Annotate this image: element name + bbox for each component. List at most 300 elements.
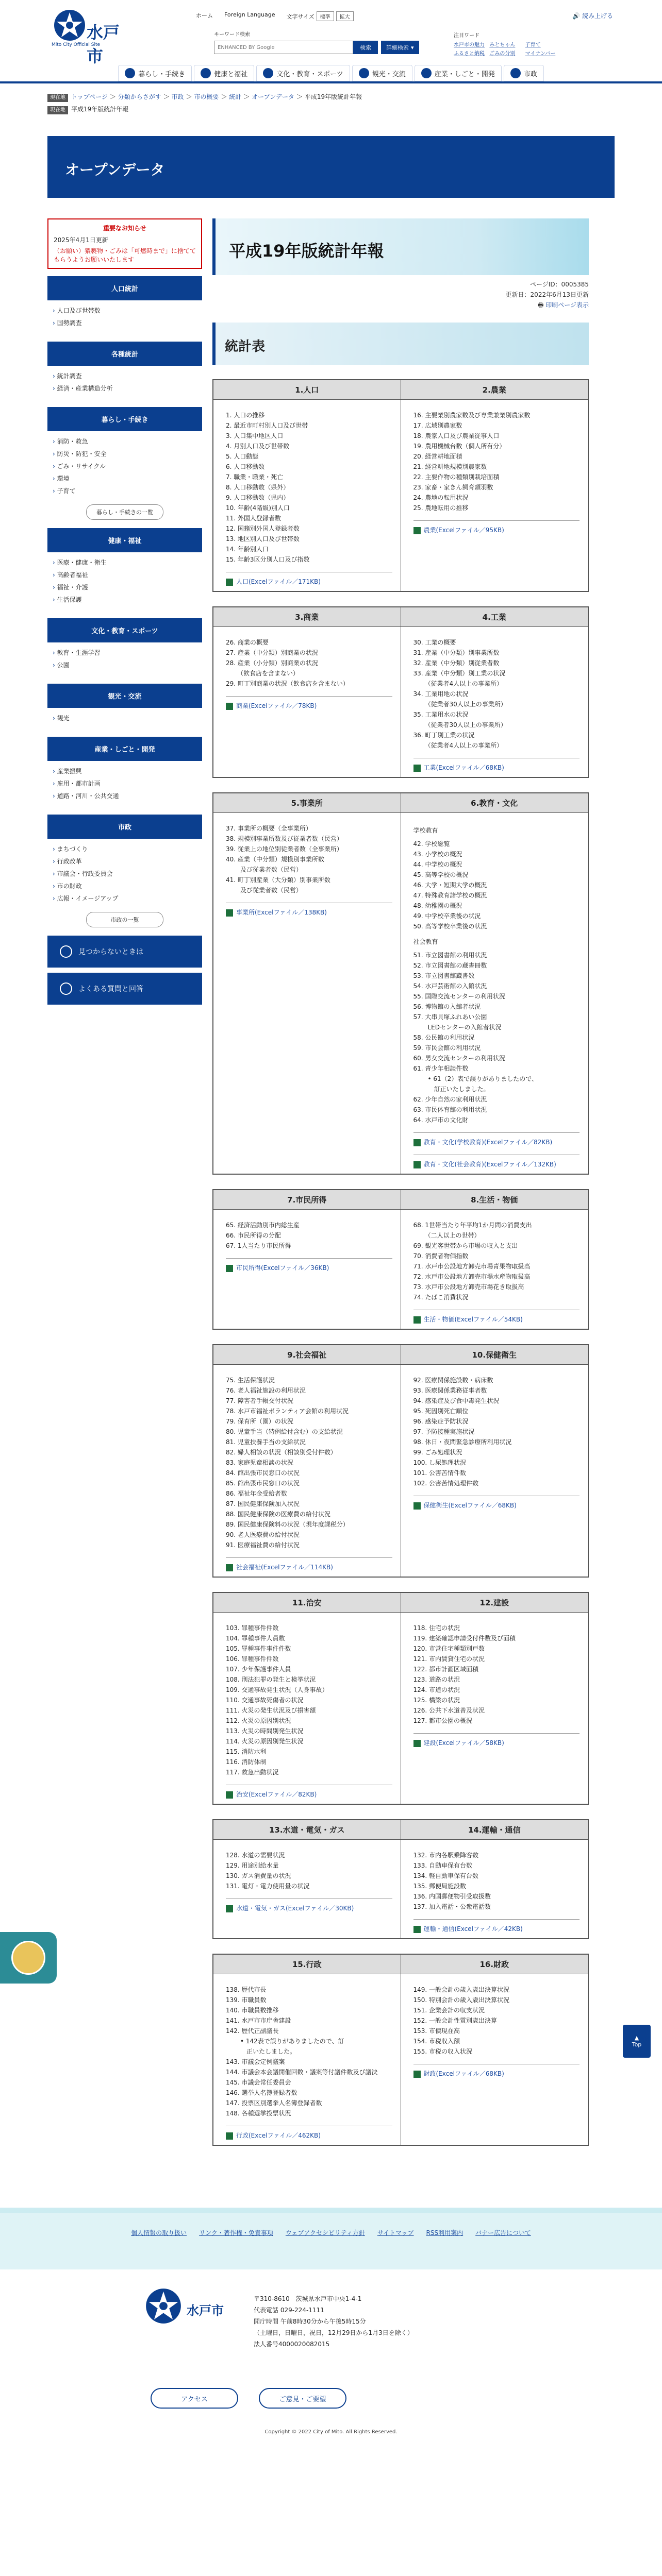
- sidebar-link[interactable]: › 国勢調査: [53, 317, 197, 329]
- excel-file-icon: [226, 579, 233, 586]
- stat-item: 訂正いたしました。: [421, 1086, 490, 1093]
- excel-download: [413, 2064, 580, 2079]
- stat-item: 81. 児童扶養手当の支給状況: [226, 1438, 306, 1446]
- excel-download-link[interactable]: 市民所得(Excelファイル／36KB): [236, 1264, 329, 1272]
- stat-item: 15. 年齢3区分別人口及び指数: [226, 556, 310, 563]
- stat-item: 97. 予防接種実施状況: [413, 1428, 475, 1435]
- gnav-label: 市政: [523, 70, 537, 78]
- stat-item: 99. ごみ処理状況: [413, 1449, 462, 1456]
- table-header: 10.保健衛生: [401, 1345, 588, 1365]
- stat-item: 62. 少年自然の家利用状況: [413, 1096, 487, 1103]
- stat-item: 64. 水戸市の文化財: [413, 1116, 469, 1124]
- excel-download-link[interactable]: 治安(Excelファイル／82KB): [236, 1791, 317, 1798]
- excel-download-link[interactable]: 建設(Excelファイル／58KB): [423, 1739, 504, 1747]
- table-header: 6.教育・文化: [401, 793, 588, 813]
- stat-item: 82. 婦人相談の状況（相談別受付件数）: [226, 1449, 337, 1456]
- excel-download: [226, 903, 392, 918]
- breadcrumb-link[interactable]: トップページ: [71, 93, 108, 100]
- font-standard-button[interactable]: 標準: [317, 11, 334, 21]
- table-cell: [401, 1365, 588, 1578]
- gnav-item-culture[interactable]: [256, 65, 350, 81]
- excel-download-link[interactable]: 工業(Excelファイル／68KB): [423, 764, 504, 771]
- chevron-down-icon: ▾: [411, 44, 414, 51]
- stat-item: 69. 観光客世帯から市場の収入と支出: [413, 1242, 518, 1249]
- sidebar-list: [47, 431, 202, 501]
- stat-item: 16. 主要業別農家数及び専業兼業別農家数: [413, 412, 531, 419]
- page-id: ページID：0005385: [530, 281, 589, 288]
- sidebar-link[interactable]: › 高齢者福祉: [53, 569, 197, 581]
- table-header-row: [213, 1820, 588, 1840]
- excel-download-link[interactable]: 人口(Excelファイル／171KB): [236, 578, 321, 585]
- stat-item: 59. 市民会館の利用状況: [413, 1044, 481, 1052]
- excel-file-icon: [226, 703, 233, 710]
- stat-item: 153. 市債現在高: [413, 2027, 460, 2035]
- camera-icon: [359, 68, 369, 78]
- table-cell: [213, 1840, 401, 1939]
- stat-item: 150. 特別会計の歳入歳出決算状況: [413, 1996, 510, 2004]
- stat-item: 120. 市営住宅種類別戸数: [413, 1645, 485, 1652]
- stat-item: 17. 広域別農家数: [413, 422, 462, 429]
- excel-download-link[interactable]: 生活・物価(Excelファイル／54KB): [423, 1316, 523, 1323]
- stat-item: 119. 建築確認申請受付件数及び面積: [413, 1635, 516, 1642]
- stat-item: 4. 月別人口及び世帯数: [226, 443, 290, 450]
- page-meta: [212, 279, 589, 310]
- stat-item: 57. 大串貝塚ふれあい公園: [413, 1013, 487, 1021]
- excel-download-link[interactable]: 社会福祉(Excelファイル／114KB): [236, 1564, 333, 1571]
- stat-item: 104. 罪種事件人員数: [226, 1635, 285, 1642]
- building-icon: [421, 68, 432, 78]
- footer-site-name: 水戸市: [187, 2303, 224, 2318]
- featured-word-link[interactable]: ごみの分別: [489, 51, 516, 57]
- stat-item: （飲食店を含まない）: [234, 670, 300, 677]
- stats-table: [212, 379, 589, 592]
- excel-download: [226, 1557, 392, 1572]
- book-icon: [263, 68, 273, 78]
- stat-item: 61. 青少年相談件数: [413, 1065, 469, 1072]
- stat-item: 140. 市職員数推移: [226, 2007, 279, 2014]
- stat-item: 93. 医療関係業務従事者数: [413, 1387, 487, 1394]
- sidebar-box: [47, 737, 202, 806]
- excel-file-icon: [413, 1161, 421, 1168]
- excel-file-icon: [413, 1740, 421, 1747]
- stat-item: 58. 公民館の利用状況: [413, 1034, 475, 1041]
- stat-item: 115. 消防水利: [226, 1748, 267, 1755]
- stat-item: 125. 橋梁の状況: [413, 1697, 460, 1704]
- sidebar-list: [47, 366, 202, 399]
- featured-words: [454, 31, 557, 57]
- table-cell: [213, 1365, 401, 1578]
- stat-item: 84. 館出張市民窓口の状況: [226, 1469, 300, 1477]
- sidebar-link[interactable]: › 市の財政: [53, 880, 197, 892]
- sidebar-link[interactable]: › 公園: [53, 659, 197, 671]
- address-line: （土曜日，日曜日，祝日，12月29日から1月3日を除く）: [254, 2329, 413, 2336]
- featured-word-link[interactable]: ふるさと納税: [454, 51, 485, 57]
- excel-file-icon: [413, 1316, 421, 1324]
- breadcrumb-link[interactable]: 分類からさがす: [118, 93, 161, 100]
- featured-word-link[interactable]: マイナンバー: [525, 51, 556, 57]
- stat-item: 88. 国民健康保険の医療費の給付状況: [226, 1511, 330, 1518]
- sidebar-box: [47, 342, 202, 399]
- stat-item: 143. 市議会定例議案: [226, 2058, 285, 2065]
- footer-link[interactable]: ウェブアクセシビリティ方針: [285, 2229, 365, 2236]
- stat-item: 123. 道路の状況: [413, 1676, 460, 1683]
- sidebar-box-title: 健康・福祉: [47, 528, 202, 552]
- stat-item: 110. 交通事故死傷者の状況: [226, 1697, 304, 1704]
- stat-item: 111. 火災の発生状況及び損害額: [226, 1707, 316, 1714]
- gnav-item-industry[interactable]: [415, 65, 502, 81]
- excel-download-link[interactable]: 教育・文化(学校教育)(Excelファイル／82KB): [423, 1139, 553, 1146]
- stat-item: 132. 市内各駅乗降客数: [413, 1852, 479, 1859]
- breadcrumb-link[interactable]: 市の概要: [194, 93, 219, 100]
- table-header-row: [213, 1345, 588, 1365]
- sidebar-link[interactable]: › 教育・生涯学習: [53, 647, 197, 659]
- sidebar-link[interactable]: › 統計調査: [53, 370, 197, 382]
- stat-item: 107. 少年保護事件人員: [226, 1666, 291, 1673]
- table-cell: [213, 813, 401, 1175]
- faq-button[interactable]: [47, 973, 202, 1005]
- featured-word-link[interactable]: 子育て: [525, 42, 541, 48]
- excel-download-link[interactable]: 行政(Excelファイル／462KB): [236, 2132, 321, 2139]
- stat-item: 33. 産業（中分類）別工業の状況: [413, 670, 506, 677]
- sidebar-link[interactable]: › まちづくり: [53, 843, 197, 855]
- excel-download: [413, 1310, 580, 1325]
- breadcrumb-current: 平成19年版統計年報: [71, 106, 129, 113]
- footer-link[interactable]: リンク・著作権・免責事項: [199, 2229, 273, 2236]
- table-cell: [401, 400, 588, 592]
- stat-item: 77. 障害者手帳交付状況: [226, 1397, 293, 1404]
- stat-item: 45. 高等学校の概況: [413, 871, 469, 878]
- print-link[interactable]: [212, 300, 589, 310]
- table-row: [213, 1613, 588, 1805]
- stat-item: 134. 軽自動車保有台数: [413, 1872, 479, 1879]
- sidebar-link[interactable]: › 産業振興: [53, 765, 197, 777]
- stat-item: 154. 市税収入額: [413, 2038, 460, 2045]
- stat-item: 101. 公害苦情件数: [413, 1469, 467, 1477]
- sidebar-link[interactable]: › ごみ・リサイクル: [53, 460, 197, 472]
- excel-download-link[interactable]: 農業(Excelファイル／95KB): [423, 527, 504, 534]
- font-large-button[interactable]: 拡大: [336, 11, 354, 21]
- table-header-row: [213, 1190, 588, 1210]
- sidebar-box: [47, 815, 202, 927]
- sidebar-link[interactable]: › 市議会・行政委員会: [53, 868, 197, 880]
- stat-item: 12. 国籍別外国人登録者数: [226, 525, 300, 532]
- search-icon: [60, 945, 72, 958]
- stat-item: 80. 児童手当（特例給付含む）の支給状況: [226, 1428, 343, 1435]
- sidebar-link[interactable]: › 医療・健康・衛生: [53, 556, 197, 569]
- footer-address: [254, 2293, 413, 2350]
- footer-link[interactable]: サイトマップ: [377, 2229, 414, 2236]
- stat-item: 144. 市議会本会議開催回数・議案等付議件数及び議決: [226, 2069, 378, 2076]
- featured-word-link[interactable]: みとちゃん: [489, 42, 516, 48]
- sidebar-box-title: 産業・しごと・開発: [47, 737, 202, 761]
- stat-item: 10. 年齢(4階級)別人口: [226, 504, 290, 512]
- stat-item: 23. 家畜・家きん飼育頭羽数: [413, 484, 493, 491]
- sidebar-list: [47, 839, 202, 909]
- section-heading: 統計表: [212, 323, 589, 365]
- stat-item: 85. 館出張市民窓口の状況: [226, 1480, 300, 1487]
- table-header: 8.生活・物価: [401, 1190, 588, 1210]
- excel-download-link[interactable]: 保健衛生(Excelファイル／68KB): [423, 1502, 517, 1509]
- stat-item: 65. 経済活動別市内総生産: [226, 1222, 300, 1229]
- sidebar-link[interactable]: › 雇用・都市計画: [53, 777, 197, 790]
- stat-item: 83. 家庭児童相談の状況: [226, 1459, 293, 1466]
- table-cell: [401, 1974, 588, 2146]
- table-cell: [401, 1210, 588, 1330]
- home-link[interactable]: ホーム: [196, 12, 213, 19]
- stat-item: 32. 産業（中分類）別従業者数: [413, 659, 500, 667]
- gnav-item-citygov[interactable]: [504, 65, 544, 81]
- sidebar-list: [47, 642, 202, 675]
- stat-item: 及び従業者数（民営）: [234, 887, 303, 894]
- stat-item: （従業者30人以上の事業所）: [421, 701, 507, 708]
- excel-download: [413, 1496, 580, 1511]
- sidebar-link[interactable]: › 観光: [53, 712, 197, 724]
- gnav-item-living[interactable]: [118, 65, 192, 81]
- stat-item: 127. 都市公園の概況: [413, 1717, 473, 1724]
- stat-item: 138. 歴代市長: [226, 1986, 267, 1993]
- stat-item: 149. 一般会計の歳入歳出決算状況: [413, 1986, 510, 1993]
- sidebar-boxes: [47, 276, 202, 927]
- excel-download: [226, 1785, 392, 1800]
- stat-item: 及び従業者数（民営）: [234, 866, 303, 873]
- breadcrumb-link[interactable]: オープンデータ: [252, 93, 295, 100]
- stat-item: 130. ガス消費量の状況: [226, 1872, 291, 1879]
- font-size-control: [287, 11, 354, 21]
- stat-item: 86. 福祉年金受給者数: [226, 1490, 287, 1497]
- sidebar-more-button[interactable]: 暮らし・手続きの一覧: [86, 504, 163, 520]
- sidebar-list: [47, 708, 202, 728]
- updated-date: 更新日：2022年6月13日更新: [505, 291, 589, 298]
- city-emblem-icon: [145, 2288, 181, 2324]
- city-emblem-icon: [54, 9, 86, 41]
- main-layout: [47, 198, 615, 2146]
- stat-item: 121. 市内賃貸住宅の状況: [413, 1655, 485, 1663]
- heart-icon: [201, 68, 211, 78]
- excel-download-link[interactable]: 教育・文化(社会教育)(Excelファイル／132KB): [423, 1161, 556, 1168]
- stat-item: 68. 1世帯当たり年平均1か月間の消費支出: [413, 1222, 532, 1229]
- stat-item: • 61（2）表で誤りがありましたので、: [421, 1075, 538, 1082]
- footer-info: [47, 2269, 615, 2445]
- sidebar-link[interactable]: › 生活保護: [53, 594, 197, 606]
- arrow-up-icon: ▲: [634, 2035, 639, 2041]
- sidebar-box-title: 人口統計: [47, 276, 202, 300]
- featured-word-link[interactable]: 水戸市の魅力: [454, 42, 485, 48]
- utility-links: [196, 11, 354, 21]
- stat-item: 103. 罪種事件件数: [226, 1624, 279, 1632]
- stat-item: 155. 市税の収入状況: [413, 2048, 473, 2055]
- stat-item: 21. 経営耕地規模別農家数: [413, 463, 487, 470]
- footer-link[interactable]: RSS利用案内: [426, 2229, 464, 2236]
- stat-item: 113. 火災の時間別発生状況: [226, 1727, 304, 1735]
- gnav-label: 産業・しごと・開発: [434, 70, 495, 78]
- excel-download: [413, 1155, 580, 1170]
- excel-file-icon: [413, 1139, 421, 1146]
- table-row: [213, 1974, 588, 2146]
- notice-link[interactable]: （お願い）猥褻物・ごみは「可燃時まで」に捨ててもらうようお願いいたします: [54, 247, 196, 263]
- excel-download: [413, 1919, 580, 1934]
- excel-download: [413, 1733, 580, 1748]
- notice-date: 2025年4月1日更新: [54, 236, 108, 244]
- address-line: 法人番号4000020082015: [254, 2341, 330, 2348]
- excel-download-link[interactable]: 財政(Excelファイル／68KB): [423, 2070, 504, 2077]
- excel-download-link[interactable]: 水道・電気・ガス(Excelファイル／30KB): [236, 1905, 354, 1912]
- stat-item: 141. 水戸市市庁舎建設: [226, 2017, 291, 2024]
- print-label: 印刷ページ表示: [545, 301, 589, 309]
- excel-download-link[interactable]: 事業所(Excelファイル／138KB): [236, 909, 327, 916]
- stat-item: 72. 水戸市公設地方卸売市場水産物取扱高: [413, 1273, 531, 1280]
- excel-download: [413, 758, 580, 773]
- sidebar-list: [47, 300, 202, 333]
- read-aloud-label: 読み上げる: [582, 12, 613, 20]
- stat-item: 118. 住宅の状況: [413, 1624, 460, 1632]
- table-header: 1.人口: [213, 380, 401, 400]
- stat-item: 28. 産業（小分類）別商業の状況: [226, 659, 318, 667]
- stat-item: 151. 企業会計の収支状況: [413, 2007, 485, 2014]
- stat-item: 66. 市民所得の分配: [226, 1232, 281, 1239]
- stat-item: 43. 小学校の概況: [413, 851, 462, 858]
- stat-item: 19. 農用機械台数（個人所有分）: [413, 443, 506, 450]
- table-cell: [213, 1974, 401, 2146]
- category-band: オープンデータ: [47, 136, 615, 198]
- sidebar-link[interactable]: › 福祉・介護: [53, 581, 197, 594]
- sidebar-link[interactable]: › 人口及び世帯数: [53, 304, 197, 317]
- font-size-label: 文字サイズ: [286, 13, 315, 20]
- table-header-row: [213, 1592, 588, 1613]
- stat-item: 116. 消防体制: [226, 1758, 267, 1766]
- stat-item: 41. 町丁別産業（大分類）別事業所数: [226, 876, 330, 884]
- stat-item: 1. 人口の推移: [226, 412, 265, 419]
- stat-item: 108. 刑法犯罪の発生と検挙状況: [226, 1676, 316, 1683]
- site-logo[interactable]: [52, 9, 129, 66]
- stat-item: 70. 消費者物価指数: [413, 1252, 469, 1260]
- stat-item: 53. 市立図書館蔵書数: [413, 972, 475, 979]
- stat-item: 73. 水戸市公設地方卸売市場花き取扱高: [413, 1283, 524, 1291]
- stat-item: 26. 商業の概要: [226, 639, 269, 646]
- detail-search-button[interactable]: [381, 41, 419, 54]
- copyright: Copyright © 2022 City of Mito. All Rights Reserved.: [264, 2429, 398, 2435]
- not-found-button[interactable]: [47, 936, 202, 968]
- stat-item: 100. し尿処理状況: [413, 1459, 467, 1466]
- breadcrumb-link[interactable]: 統計: [229, 93, 242, 100]
- stat-item: 92. 医療関係施設数・病床数: [413, 1377, 493, 1384]
- back-to-top-label: Top: [632, 2041, 642, 2048]
- access-button[interactable]: アクセス: [151, 2388, 238, 2409]
- sidebar-box-title: 文化・教育・スポーツ: [47, 618, 202, 642]
- table-row: [213, 1210, 588, 1330]
- sidebar-link[interactable]: › 消防・救急: [53, 435, 197, 448]
- sidebar-box-title: 各種統計: [47, 342, 202, 366]
- breadcrumb-current: 平成19年版統計年報: [304, 93, 362, 100]
- mascot-banner[interactable]: [0, 1932, 57, 1984]
- stat-item: 22. 主要作物の種類別栽培面積: [413, 473, 500, 481]
- table-row: [213, 1365, 588, 1578]
- address-line: 開庁時間 午前8時30分から午後5時15分: [254, 2318, 366, 2325]
- stat-item: • 142表で誤りがありましたので、訂: [234, 2038, 344, 2045]
- excel-file-icon: [413, 1926, 421, 1933]
- sidebar-link[interactable]: › 行政改革: [53, 855, 197, 868]
- table-header: 7.市民所得: [213, 1190, 401, 1210]
- excel-download: [226, 1899, 392, 1913]
- stats-table: [212, 606, 589, 778]
- stat-item: 37. 事業所の概要（全事業所）: [226, 825, 312, 832]
- stat-item: 31. 産業（中分類）別事業所数: [413, 649, 500, 656]
- sidebar-link[interactable]: › 経済・産業構造分析: [53, 382, 197, 395]
- table-cell: [213, 627, 401, 778]
- important-notice: [47, 218, 202, 269]
- stat-item: 124. 市道の状況: [413, 1686, 460, 1693]
- foreign-language-link[interactable]: Foreign Language: [224, 11, 275, 18]
- excel-download: [226, 572, 392, 587]
- breadcrumb-link[interactable]: 市政: [171, 93, 184, 100]
- sidebar-link[interactable]: › 防災・防犯・安全: [53, 448, 197, 460]
- home-icon: [125, 68, 135, 78]
- stat-item: （二人以上の世帯）: [421, 1232, 481, 1239]
- stat-item: 128. 水道の需要状況: [226, 1852, 285, 1859]
- stat-item: 145. 市議会常任委員会: [226, 2079, 291, 2086]
- stats-table: [212, 1954, 589, 2146]
- main-content: [212, 218, 589, 2146]
- stat-item: 129. 用途別給水量: [226, 1862, 279, 1869]
- stat-item: 38. 規模別事業所数及び従業者数（民営）: [226, 835, 343, 842]
- stat-item: 正いたしました。: [234, 2048, 296, 2055]
- excel-file-icon: [226, 909, 233, 917]
- detail-search-label: 詳細検索: [386, 44, 409, 51]
- stat-item: 49. 中学校卒業後の状況: [413, 912, 481, 920]
- table-cell: [213, 1210, 401, 1330]
- stat-item: 3. 人口集中地区人口: [226, 432, 284, 439]
- stat-item: 126. 公共下水道普及状況: [413, 1707, 485, 1714]
- stat-item: 40. 産業（中分類）規模別事業所数: [226, 856, 324, 863]
- feedback-button[interactable]: ご意見・ご要望: [259, 2388, 346, 2409]
- stat-item: 136. 内国郵便物引受取扱数: [413, 1893, 491, 1900]
- search-input[interactable]: [214, 41, 353, 54]
- excel-file-icon: [226, 1564, 233, 1571]
- breadcrumb: 現在地 トップページ ＞ 分類からさがす ＞ 市政 ＞ 市の概要 ＞ 統計 ＞ オープンデータ ＞ 平成19年版統計年報 現在地 平成19年版統計年報: [47, 83, 615, 115]
- sidebar-link[interactable]: › 広報・イメージアップ: [53, 892, 197, 905]
- stat-item: 51. 市立図書館の利用状況: [413, 952, 487, 959]
- notice-title: 重要なお知らせ: [103, 225, 146, 232]
- back-to-top-button[interactable]: [623, 2025, 651, 2058]
- table-header-row: [213, 380, 588, 400]
- read-aloud-button[interactable]: [572, 11, 613, 20]
- search-button[interactable]: 検索: [353, 41, 378, 54]
- excel-file-icon: [226, 1791, 233, 1799]
- gnav-label: 健康と福祉: [214, 70, 248, 78]
- excel-download-link[interactable]: 運輸・通信(Excelファイル／42KB): [423, 1925, 523, 1933]
- table-header: 13.水道・電気・ガス: [213, 1820, 401, 1840]
- page-title: 平成19年版統計年報: [212, 218, 589, 275]
- stat-item: 90. 老人医療費の給付状況: [226, 1531, 300, 1538]
- gnav-item-tourism[interactable]: [352, 65, 412, 81]
- footer-link[interactable]: 個人情報の取り扱い: [131, 2229, 187, 2236]
- excel-file-icon: [413, 527, 421, 534]
- sidebar-link[interactable]: › 環境: [53, 472, 197, 485]
- stat-item: 146. 選挙人名簿登録者数: [226, 2089, 297, 2096]
- excel-file-icon: [413, 1502, 421, 1510]
- excel-download-link[interactable]: 商業(Excelファイル／78KB): [236, 702, 317, 709]
- table-header-row: [213, 793, 588, 813]
- stat-item: 63. 市民体育館の利用状況: [413, 1106, 487, 1113]
- footer-link[interactable]: バナー広告について: [475, 2229, 531, 2236]
- gnav-item-health[interactable]: [194, 65, 254, 81]
- sidebar-link[interactable]: › 道路・河川・公共交通: [53, 790, 197, 802]
- featured-words-title: 注目ワード: [454, 33, 479, 39]
- address-line: 代表電話 029-224-1111: [254, 2307, 324, 2314]
- sidebar-more-button[interactable]: 市政の一覧: [86, 912, 163, 927]
- sidebar-link[interactable]: › 子育て: [53, 485, 197, 497]
- stat-item: 94. 感染症及び食中毒発生状況: [413, 1397, 500, 1404]
- table-row: [213, 1840, 588, 1939]
